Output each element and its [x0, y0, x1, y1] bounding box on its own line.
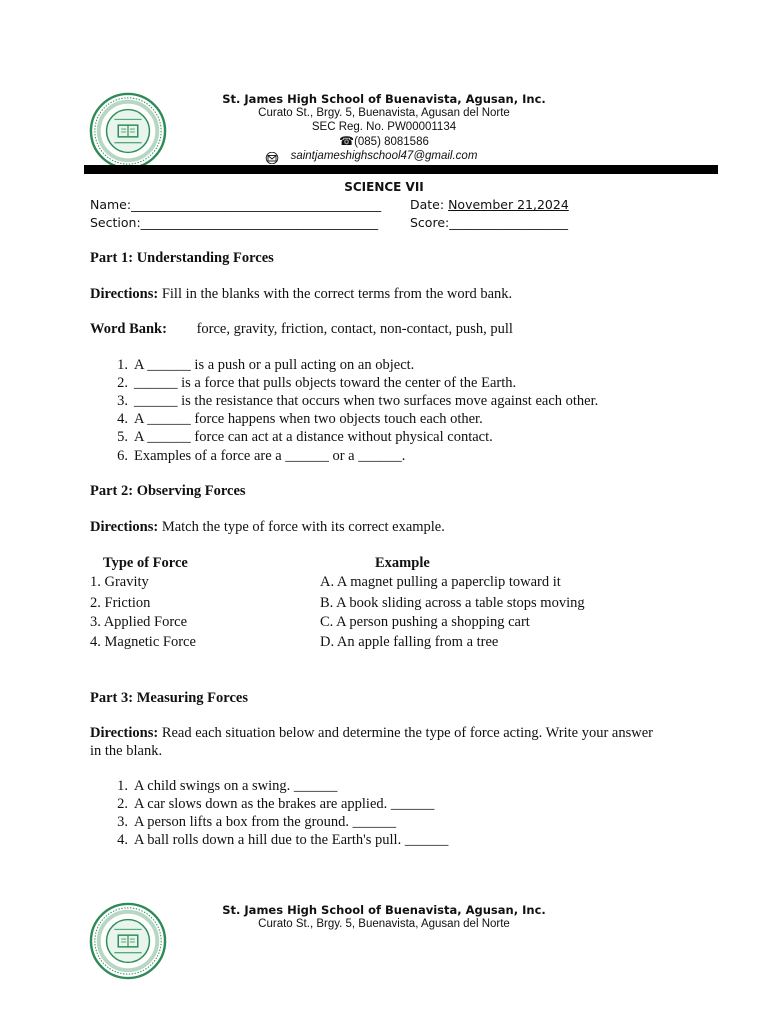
score-field[interactable] — [410, 215, 568, 230]
name-label: Name: — [90, 197, 132, 212]
list-item-text: A ______ force can act at a distance without physical contact. — [134, 429, 493, 446]
example-item: B. A book sliding across a table stops moving — [320, 595, 585, 611]
name-field[interactable] — [90, 197, 381, 212]
list-item — [90, 357, 414, 374]
col-type-of-force-header: Type of Force — [103, 555, 188, 571]
list-item-number: 4. — [117, 832, 128, 849]
part1-directions — [90, 286, 512, 303]
part3-title: Part 3: Measuring Forces — [90, 690, 248, 706]
score-label: Score: — [410, 215, 450, 230]
school-name: St. James High School of Buenavista, Agusan, Inc. — [222, 92, 546, 106]
part2-directions-text: Match the type of force with its correct example. — [158, 519, 445, 535]
email-address: saintjameshighschool47@gmail.com — [290, 150, 478, 162]
list-item — [90, 796, 434, 813]
part2-title: Part 2: Observing Forces — [90, 483, 246, 499]
list-item-text: A ______ force happens when two objects touch each other. — [134, 411, 483, 428]
footer-school-name: St. James High School of Buenavista, Agusan, Inc. — [222, 903, 546, 917]
section-line: ______________________________________ — [140, 215, 379, 230]
phone-line — [0, 134, 768, 149]
list-item-number: 3. — [117, 393, 128, 410]
list-item-number: 2. — [117, 375, 128, 392]
list-item — [90, 448, 405, 465]
list-item-text: A child swings on a swing. ______ — [134, 778, 338, 794]
list-item — [90, 814, 396, 831]
force-type-item: 3. Applied Force — [90, 614, 188, 630]
score-line: ___________________ — [449, 215, 568, 230]
list-item-number: 2. — [117, 796, 128, 813]
list-item — [90, 832, 448, 849]
list-item-text: A ______ is a push or a pull acting on an object. — [134, 357, 415, 373]
part3-directions — [90, 725, 690, 742]
list-item-text: ______ is a force that pulls objects toward the center of the Earth. — [134, 375, 517, 392]
list-item-number: 4. — [117, 411, 128, 428]
word-bank-terms: force, gravity, friction, contact, non-contact, push, pull — [196, 321, 513, 337]
part3-directions-continued: in the blank. — [90, 743, 163, 759]
name-line: ________________________________________ — [131, 197, 382, 212]
part2-directions — [90, 519, 445, 536]
list-item-text: A car slows down as the brakes are applied. ______ — [134, 796, 435, 813]
letterhead — [0, 92, 768, 163]
col-example-header: Example — [375, 555, 430, 571]
header-divider — [84, 165, 718, 174]
part3-directions-label: Directions: — [90, 725, 159, 741]
list-item-text: Examples of a force are a ______ or a ______. — [134, 447, 406, 464]
phone-number: (085) 8081586 — [354, 136, 429, 148]
list-item-number: 1. — [117, 357, 128, 373]
word-bank — [90, 321, 513, 338]
list-item-text: A ball rolls down a hill due to the Earth's pull. ______ — [134, 832, 449, 849]
envelope-icon — [265, 152, 279, 164]
example-item: D. An apple falling from a tree — [320, 634, 499, 650]
subject-title: SCIENCE VII — [344, 180, 424, 194]
list-item-text: ______ is the resistance that occurs when two surfaces move against each other. — [134, 393, 599, 410]
part3-directions-text: Read each situation below and determine the type of force acting. Write your answer — [158, 725, 653, 741]
part2-directions-label: Directions: — [90, 519, 159, 535]
list-item — [90, 429, 493, 446]
list-item-number: 3. — [117, 814, 128, 831]
phone-icon: ☎ — [339, 134, 355, 148]
sec-registration: SEC Reg. No. PW00001134 — [311, 121, 457, 133]
force-type-item: 4. Magnetic Force — [90, 634, 196, 650]
example-item: A. A magnet pulling a paperclip toward it — [320, 574, 561, 590]
footer-letterhead — [0, 903, 768, 931]
part1-directions-text: Fill in the blanks with the correct terms from the word bank. — [158, 286, 513, 302]
footer-address: Curato St., Brgy. 5, Buenavista, Agusan del Norte — [258, 918, 510, 930]
school-address: Curato St., Brgy. 5, Buenavista, Agusan del Norte — [258, 107, 510, 119]
part1-title: Part 1: Understanding Forces — [90, 250, 274, 266]
list-item-number: 5. — [117, 429, 128, 446]
date-value: November 21,2024 — [448, 197, 569, 212]
section-label: Section: — [90, 215, 141, 230]
list-item — [90, 375, 516, 392]
date-field — [410, 197, 569, 212]
force-type-item: 2. Friction — [90, 595, 151, 611]
list-item — [90, 393, 598, 410]
example-item: C. A person pushing a shopping cart — [320, 614, 530, 630]
list-item — [90, 778, 337, 795]
date-label: Date: — [410, 197, 445, 212]
force-type-item: 1. Gravity — [90, 574, 149, 590]
word-bank-label: Word Bank: — [90, 321, 167, 337]
list-item — [90, 411, 483, 428]
list-item-number: 6. — [117, 447, 128, 464]
email-line — [0, 149, 768, 163]
list-item-text: A person lifts a box from the ground. ______ — [134, 814, 397, 831]
list-item-number: 1. — [117, 778, 128, 794]
section-field[interactable] — [90, 215, 378, 230]
part1-directions-label: Directions: — [90, 286, 159, 302]
